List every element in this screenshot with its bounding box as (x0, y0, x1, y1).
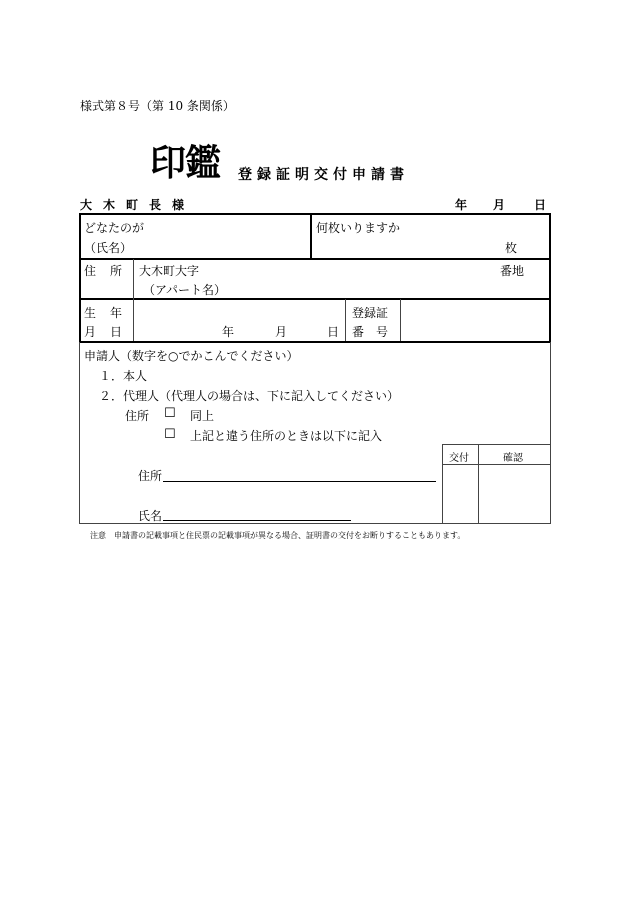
birth-label-1: 生 (84, 306, 97, 320)
form-title-sub: 登録証明交付申請書 (238, 167, 409, 183)
col-divider-reg-value (400, 299, 401, 341)
apartment-label: （アパート名） (143, 283, 227, 297)
address-label-1: 住 (84, 264, 97, 278)
lower-border-left (79, 342, 80, 524)
address-line[interactable] (163, 481, 436, 482)
reg-label-1: 登録証 (352, 306, 389, 320)
count-unit: 枚 (505, 241, 518, 255)
birth-day-label: 日 (327, 325, 340, 339)
issue-label: 交付 (449, 453, 469, 464)
applicant-option-self: １．本人 (99, 369, 148, 383)
table-border-left (79, 213, 81, 343)
address-suffix: 番地 (500, 264, 525, 278)
birth-year-label: 年 (222, 325, 235, 339)
confirm-label: 確認 (503, 453, 523, 464)
address-label-2: 所 (110, 264, 123, 278)
birth-label-2: 年 (110, 306, 123, 320)
table-border-top (79, 213, 551, 215)
form-title-main: 印鑑 (150, 142, 221, 184)
issue-box-top (442, 444, 551, 445)
date-year-label: 年 (455, 198, 468, 212)
who-label: どなたのが (84, 221, 145, 235)
name-line-label: 氏名 (138, 509, 163, 523)
name-line[interactable] (163, 520, 351, 521)
reg-label-2: 番 号 (352, 325, 389, 339)
address-line-label: 住所 (138, 469, 163, 483)
col-divider-name-count (310, 213, 312, 259)
issue-box-left (442, 444, 443, 524)
date-day-label: 日 (534, 198, 547, 212)
applicant-heading: 申請人（数字を○でかこんでください） (84, 349, 299, 363)
issue-box-mid (478, 444, 479, 524)
addressee: 大木町長様 (80, 198, 196, 212)
footnote: 注意 申請書の記載事項と住民票の記載事項が異なる場合、証明書の交付をお断りすることもあります。 (90, 531, 466, 540)
name-label: （氏名） (84, 241, 133, 255)
date-month-label: 月 (493, 198, 506, 212)
birth-month-label: 月 (275, 325, 288, 339)
count-label: 何枚いりますか (316, 221, 401, 235)
row-divider-1 (79, 258, 551, 260)
col-divider-labels (133, 259, 134, 341)
checkbox-same[interactable]: ☐ (164, 406, 176, 421)
proxy-address-label: 住所 (125, 409, 150, 423)
form-reference: 様式第８号（第 10 条関係） (80, 99, 235, 113)
address-prefix: 大木町大字 (139, 264, 200, 278)
applicant-option-proxy: ２．代理人（代理人の場合は、下に記入してください） (99, 389, 400, 403)
table-border-right (549, 213, 551, 343)
different-label: 上記と違う住所のときは以下に記入 (190, 429, 383, 443)
birth-label-3: 月 (84, 325, 97, 339)
table-border-bottom (79, 341, 551, 343)
col-divider-birth-reg (345, 299, 346, 341)
issue-box-header-divider (442, 464, 551, 465)
same-label: 同上 (190, 409, 215, 423)
birth-label-4: 日 (110, 325, 123, 339)
row-divider-2 (79, 298, 551, 300)
lower-border-right (550, 342, 551, 524)
checkbox-different[interactable]: ☐ (164, 427, 176, 442)
